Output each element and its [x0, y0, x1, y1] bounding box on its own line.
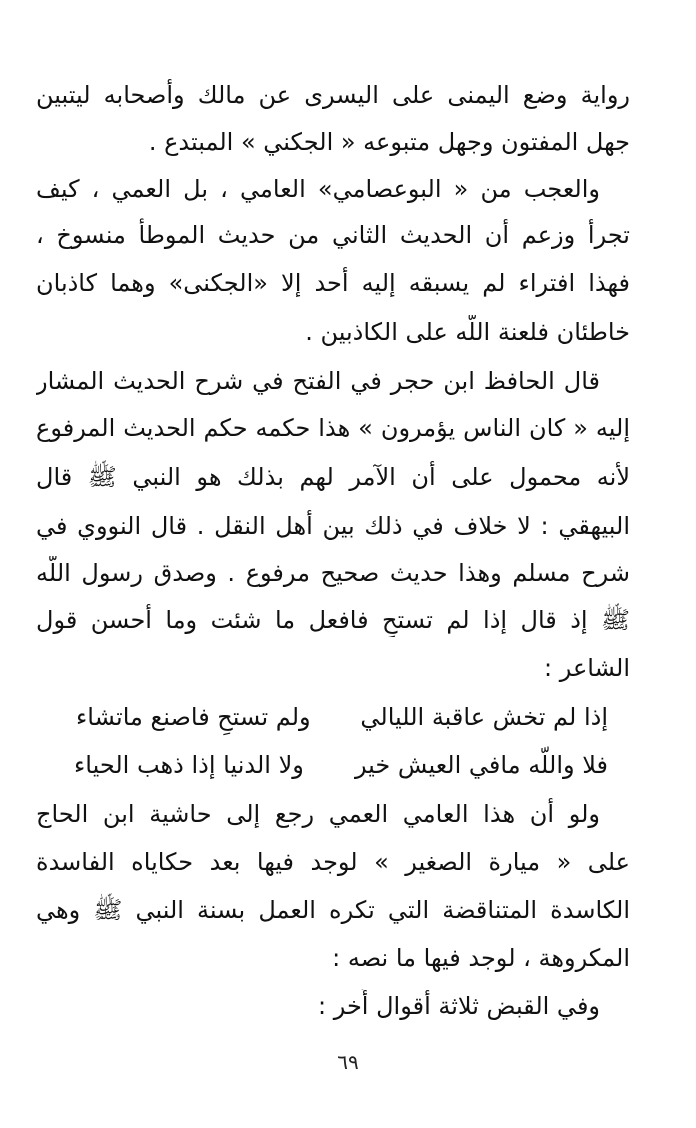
text-line-3: والعجب من « البوعصامي» العامي ، بل العمي ، كيف: [36, 175, 600, 203]
text-line-11: شرح مسلم وهذا حديث صحيح مرفوع . وصدق رسول اللّه: [36, 559, 630, 587]
text-line-4: تجرأ وزعم أن الحديث الثاني من حديث الموطأ منسوخ ،: [36, 221, 630, 249]
verse-2-first-hemistich: فلا واللّه مافي العيش خير: [354, 751, 608, 779]
verse-1-second-hemistich: ولم تستحِ فاصنع ماتشاء: [76, 703, 311, 731]
text-line-7: قال الحافظ ابن حجر في الفتح في شرح الحديث المشار: [36, 367, 600, 395]
text-line-12: ﷺ إذ قال إذا لم تستحِ فافعل ما شئت وما أحسن قول: [36, 606, 630, 634]
text-line-18: وفي القبض ثلاثة أقوال أُخر :: [318, 992, 600, 1020]
text-line-9: لأنه محمول على أن الآمر لهم بذلك هو النبي ﷺ قال: [36, 463, 630, 491]
text-line-14: ولو أن هذا العامي العمي رجع إلى حاشية ابن الحاج: [36, 800, 600, 828]
text-line-13: الشاعر :: [544, 654, 630, 682]
text-line-10: البيهقي : لا خلاف في ذلك بين أهل النقل . قال النووي في: [36, 512, 630, 540]
text-line-5: فهذا افتراء لم يسبقه إليه أحد إلا «الجكنى» وهما كاذبان: [36, 269, 630, 297]
text-line-17: المكروهة ، لوجد فيها ما نصه :: [332, 944, 630, 972]
verse-2-second-hemistich: ولا الدنيا إذا ذهب الحياء: [74, 751, 304, 779]
page-number: ٦٩: [337, 1050, 359, 1074]
text-line-1: رواية وضع اليمنى على اليسرى عن مالك وأصحابه ليتبين: [36, 81, 630, 109]
text-line-15: على « ميارة الصغير » لوجد فيها بعد حكاياه الفاسدة: [36, 848, 630, 876]
verse-1-first-hemistich: إذا لم تخش عاقبة الليالي: [360, 703, 608, 731]
text-line-8: إليه « كان الناس يؤمرون » هذا حكمه حكم الحديث المرفوع: [36, 414, 630, 442]
text-line-2: جهل المفتون وجهل متبوعه « الجكني » المبتدع .: [148, 128, 630, 156]
text-line-6: خاطئان فلعنة اللّه على الكاذبين .: [305, 318, 630, 346]
text-line-16: الكاسدة المتناقضة التي تكره العمل بسنة النبي ﷺ وهي: [36, 896, 630, 924]
